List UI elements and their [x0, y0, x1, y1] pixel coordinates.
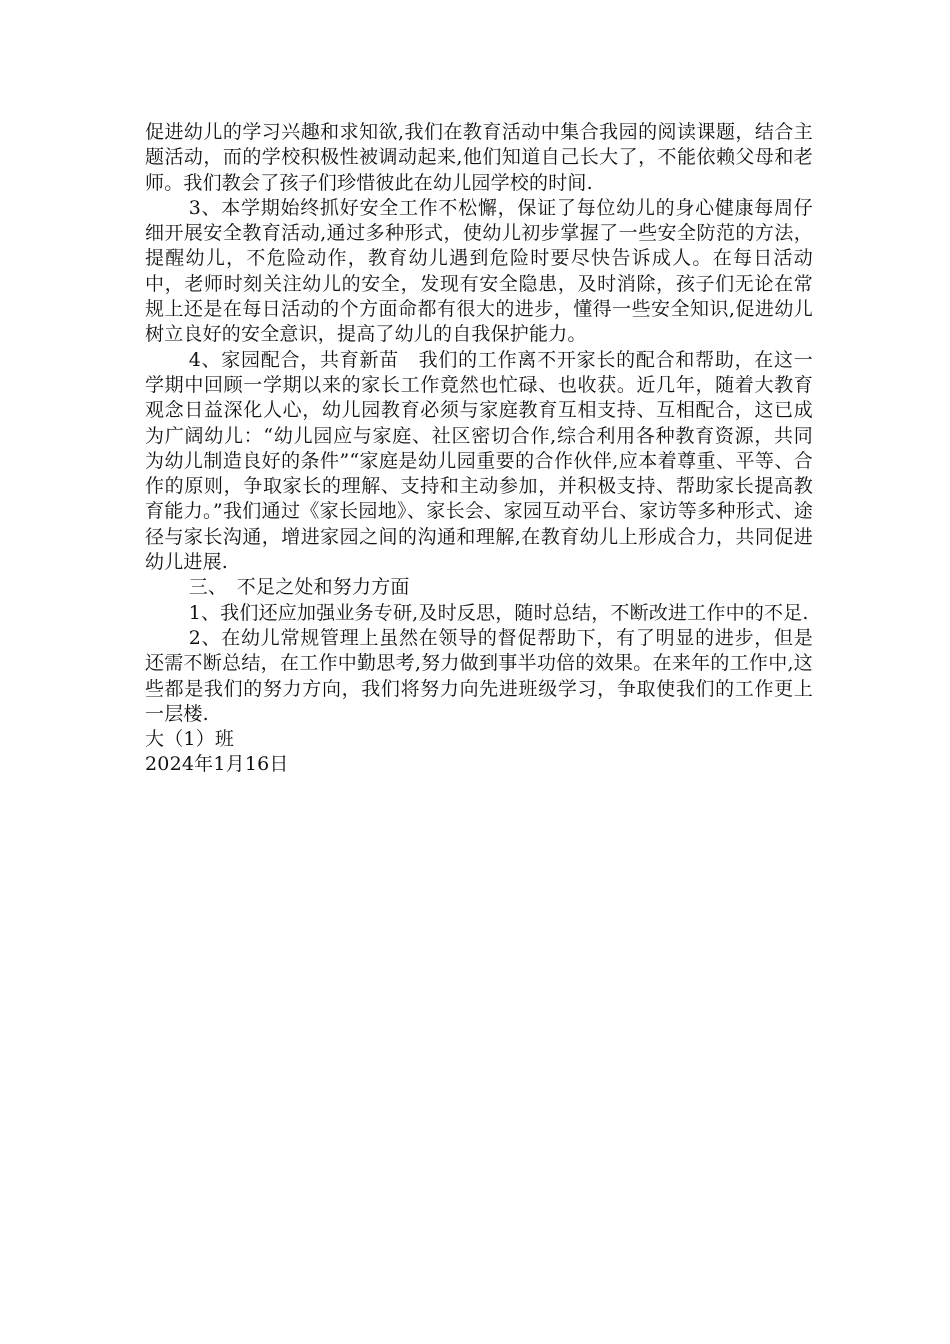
section-heading-shortcomings: 三、 不足之处和努力方面 [188, 576, 410, 599]
paragraph-home-school: 4、家园配合，共育新苗 我们的工作离不开家长的配合和帮助，在这一学期中回顾一学期以来的家长工作竟然也忙碌、也收获。近几年，随着大教育观念日益深化人心，幼儿园教育必须与家庭教育互相支持、互相配合，这已成为广阔幼儿：“幼儿园应与家庭、社区密切合作,综合利用各种教育资源，共同为幼儿制造良好的条件”“家庭是幼儿园重要的合作伙伴,应本着尊重、平等、合作的原则，争取家长的理解、支持和主动参加，并积极支持、帮助家长提高教育能力。”我们通过《家长园地》、家长会、家园互动平台、家访等多种形式、途径与家长沟通，增进家园之间的沟通和理解,在教育幼儿上形成合力，共同促进幼儿进展. [145, 348, 813, 574]
signature-class: 大（1）班 [145, 728, 235, 751]
paragraph-shortcoming-2: 2、在幼儿常规管理上虽然在领导的督促帮助下，有了明显的进步，但是还需不断总结，在工作中勤思考,努力做到事半功倍的效果。在来年的工作中,这些都是我们的努力方向，我们将努力向先进班级学习，争取使我们的工作更上一层楼. [145, 626, 813, 725]
signature-date: 2024年1月16日 [145, 753, 289, 776]
paragraph-shortcoming-1: 1、我们还应加强业务专研,及时反思，随时总结，不断改进工作中的不足. [188, 601, 809, 624]
paragraph-safety: 3、本学期始终抓好安全工作不松懈，保证了每位幼儿的身心健康每周仔细开展安全教育活动,通过多种形式，使幼儿初步掌握了一些安全防范的方法，提醒幼儿，不危险动作，教育幼儿遇到危险时要尽快告诉成人。在每日活动中，老师时刻关注幼儿的安全，发现有安全隐患，及时消除，孩子们无论在常规上还是在每日活动的个方面命都有很大的进步，懂得一些安全知识,促进幼儿树立良好的安全意识，提高了幼儿的自我保护能力。 [145, 196, 813, 346]
paragraph-continuation: 促进幼儿的学习兴趣和求知欲,我们在教育活动中集合我园的阅读课题，结合主题活动，而的学校积极性被调动起来,他们知道自己长大了，不能依赖父母和老师。我们教会了孩子们珍惜彼此在幼儿园学校的时间. [145, 121, 813, 194]
document-page [145, 120, 813, 778]
